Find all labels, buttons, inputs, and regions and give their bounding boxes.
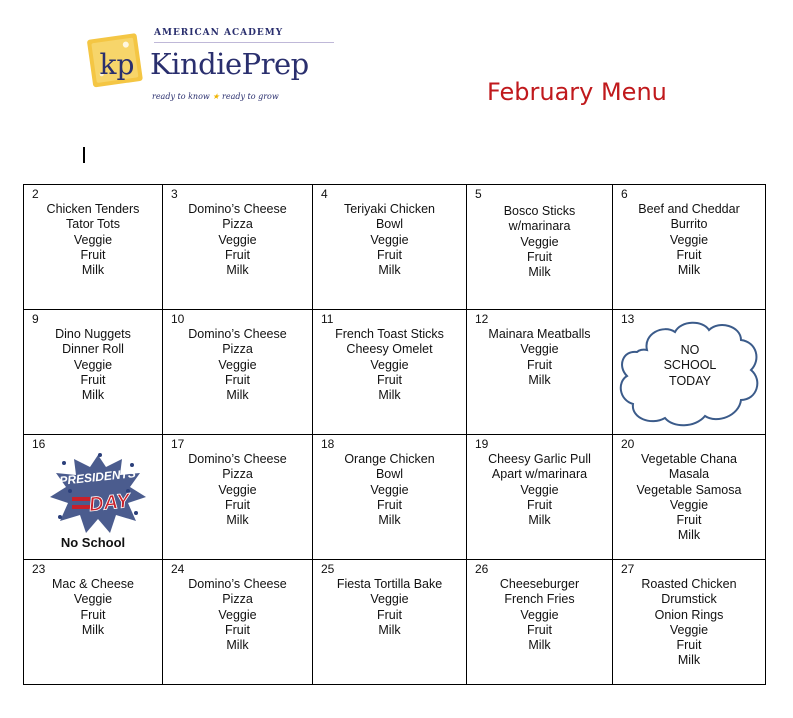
calendar-day-cell — [24, 310, 163, 435]
calendar-day-cell — [613, 185, 766, 310]
day-number: 25 — [321, 562, 335, 576]
slogan-right: ready to grow — [222, 92, 279, 101]
menu-item: Beef and Cheddar — [638, 202, 740, 216]
menu-items — [467, 327, 612, 388]
page-title: February Menu — [487, 78, 667, 106]
menu-item: Fruit — [527, 622, 552, 637]
menu-item: Mac & Cheese — [52, 577, 134, 591]
menu-item: Milk — [677, 653, 701, 668]
star-icon: ★ — [212, 92, 220, 101]
menu-item: Domino’s Cheese — [188, 202, 287, 216]
slogan-left: ready to know — [152, 92, 210, 101]
day-number: 5 — [475, 187, 482, 201]
menu-item: w/marinara — [508, 219, 571, 234]
menu-item: Veggie — [73, 357, 113, 372]
menu-item: Veggie — [370, 482, 409, 497]
menu-item: Milk — [81, 622, 105, 637]
brand-name: KindiePrep — [150, 47, 309, 81]
menu-item: Milk — [81, 263, 105, 278]
logo-initials: kp — [99, 48, 135, 81]
menu-item: Onion Rings — [654, 607, 724, 622]
banner-line: DAY — [87, 489, 131, 517]
menu-items — [467, 577, 612, 653]
banner-line: PRESIDENTS — [58, 466, 137, 488]
menu-item: Veggie — [218, 232, 257, 247]
presidents-day-graphic — [50, 451, 146, 535]
day-number: 9 — [32, 312, 39, 326]
menu-item: Veggie — [370, 232, 409, 247]
menu-item: Bowl — [375, 217, 404, 232]
calendar-week — [24, 310, 766, 435]
menu-items — [613, 202, 765, 278]
menu-item: Milk — [226, 263, 249, 278]
calendar-day-cell — [613, 560, 766, 685]
menu-item: Cheesy Garlic Pull — [488, 452, 591, 466]
day-number: 16 — [32, 437, 46, 451]
menu-item: Milk — [528, 372, 551, 387]
menu-item: Orange Chicken — [344, 452, 435, 466]
calendar-day-cell — [467, 435, 613, 560]
menu-item: Burrito — [670, 217, 708, 232]
day-number: 27 — [621, 562, 635, 576]
menu-item: Veggie — [520, 342, 559, 357]
menu-item: Apart w/marinara — [491, 467, 588, 482]
menu-item: Fruit — [527, 497, 552, 512]
menu-item: Milk — [528, 513, 551, 528]
menu-item: Fruit — [377, 497, 402, 512]
menu-items — [467, 204, 612, 280]
calendar-day-cell — [313, 435, 467, 560]
menu-items — [313, 202, 466, 278]
menu-item: Bowl — [375, 467, 404, 482]
text-cursor — [83, 147, 85, 163]
calendar-day-cell — [163, 435, 313, 560]
menu-item: Fruit — [377, 247, 402, 262]
menu-item: Drumstick — [661, 592, 717, 607]
menu-item: Veggie — [370, 357, 409, 372]
day-number: 17 — [171, 437, 185, 451]
calendar-day-cell — [467, 310, 613, 435]
menu-item: Bosco Sticks — [503, 204, 576, 218]
menu-item: Milk — [677, 528, 701, 543]
menu-calendar — [23, 184, 766, 685]
note-line: TODAY — [669, 373, 711, 388]
menu-item: Fruit — [80, 372, 106, 387]
menu-item: Domino’s Cheese — [188, 327, 287, 341]
menu-item: Roasted Chicken — [641, 577, 737, 591]
calendar-day-cell — [467, 185, 613, 310]
menu-item: Domino’s Cheese — [188, 577, 287, 591]
slogan — [152, 92, 279, 101]
day-number: 10 — [171, 312, 185, 326]
note-line: NO — [680, 343, 700, 357]
menu-item: Fruit — [225, 622, 250, 637]
calendar-day-cell — [613, 310, 766, 435]
menu-items — [613, 452, 765, 544]
menu-item: Veggie — [218, 357, 257, 372]
menu-item: Fruit — [676, 513, 702, 528]
day-number: 20 — [621, 437, 635, 451]
menu-item: Domino’s Cheese — [188, 452, 287, 466]
menu-item: Veggie — [520, 234, 559, 249]
day-number: 12 — [475, 312, 489, 326]
menu-item: Milk — [226, 638, 249, 653]
calendar-day-cell — [24, 560, 163, 685]
calendar-day-cell — [163, 560, 313, 685]
menu-item: Milk — [378, 513, 401, 528]
menu-item: Milk — [226, 513, 249, 528]
menu-item: Fruit — [80, 247, 106, 262]
academy-logo — [84, 22, 354, 108]
menu-item: Veggie — [370, 592, 409, 607]
menu-item: Dinner Roll — [62, 342, 124, 357]
calendar-day-cell — [24, 185, 163, 310]
day-number: 3 — [171, 187, 178, 201]
calendar-week — [24, 560, 766, 685]
calendar-day-cell — [24, 435, 163, 560]
calendar-day-cell — [313, 185, 467, 310]
menu-item: Vegetable Chana — [641, 452, 737, 466]
menu-item: Fruit — [377, 607, 402, 622]
menu-item: Fruit — [225, 247, 250, 262]
day-number: 11 — [321, 312, 334, 326]
calendar-week — [24, 185, 766, 310]
menu-items — [24, 202, 162, 278]
note-line: SCHOOL — [663, 358, 717, 373]
menu-items — [24, 327, 162, 403]
menu-item: Teriyaki Chicken — [343, 202, 435, 216]
menu-items — [313, 327, 466, 403]
day-number: 6 — [621, 187, 628, 201]
day-number: 18 — [321, 437, 335, 451]
menu-item: Veggie — [73, 232, 113, 247]
menu-items — [163, 452, 312, 528]
menu-item: Cheeseburger — [499, 577, 580, 591]
calendar-day-cell — [163, 310, 313, 435]
menu-item: Dino Nuggets — [55, 327, 131, 341]
menu-item: Fruit — [225, 497, 250, 512]
menu-item: Veggie — [669, 622, 709, 637]
menu-item: Milk — [378, 622, 401, 637]
calendar-week — [24, 435, 766, 560]
menu-item: Milk — [81, 388, 105, 403]
menu-item: Veggie — [520, 607, 559, 622]
menu-item: Milk — [677, 263, 701, 278]
menu-items — [467, 452, 612, 528]
menu-item: Fruit — [225, 372, 250, 387]
menu-item: French Toast Sticks — [335, 327, 444, 341]
menu-items — [313, 452, 466, 528]
menu-item: Fiesta Tortilla Bake — [336, 577, 443, 591]
menu-item: Milk — [378, 263, 401, 278]
logo-divider — [154, 42, 334, 43]
menu-items — [24, 577, 162, 638]
menu-item: Pizza — [222, 342, 253, 357]
menu-item: Pizza — [222, 217, 253, 232]
menu-item: Veggie — [669, 497, 709, 512]
menu-item: Mainara Meatballs — [488, 327, 591, 341]
menu-item: Fruit — [676, 638, 702, 653]
menu-item: Milk — [226, 388, 249, 403]
menu-items — [163, 577, 312, 653]
menu-item: Pizza — [222, 467, 253, 482]
calendar-day-cell — [613, 435, 766, 560]
menu-item: Veggie — [218, 482, 257, 497]
day-number: 13 — [621, 312, 635, 326]
menu-item: Fruit — [80, 607, 106, 622]
menu-item: Fruit — [527, 357, 552, 372]
menu-item: Veggie — [669, 232, 709, 247]
menu-item: Veggie — [218, 607, 257, 622]
no-school-label: No School — [60, 535, 126, 550]
menu-item: Fruit — [676, 247, 702, 262]
menu-items — [313, 577, 466, 638]
day-number: 23 — [32, 562, 46, 576]
calendar-day-cell — [467, 560, 613, 685]
menu-item: Milk — [528, 265, 551, 280]
menu-items — [163, 327, 312, 403]
kp-logo-icon — [84, 28, 150, 94]
day-number: 19 — [475, 437, 489, 451]
no-school-note — [617, 343, 763, 389]
day-number: 26 — [475, 562, 489, 576]
menu-item: Pizza — [222, 592, 253, 607]
org-tag: AMERICAN ACADEMY — [154, 28, 284, 38]
menu-item: Masala — [668, 467, 710, 482]
menu-item: Chicken Tenders — [46, 202, 140, 216]
menu-item: Tator Tots — [66, 217, 120, 232]
calendar-day-cell — [313, 310, 467, 435]
menu-item: Fruit — [527, 249, 552, 264]
calendar-day-cell — [163, 185, 313, 310]
calendar-day-cell — [313, 560, 467, 685]
menu-item: Fruit — [377, 372, 402, 387]
menu-item: Veggie — [520, 482, 559, 497]
menu-items — [613, 577, 765, 669]
menu-item: Veggie — [73, 592, 113, 607]
day-number: 24 — [171, 562, 185, 576]
menu-items — [163, 202, 312, 278]
menu-item: Milk — [378, 388, 401, 403]
menu-item: Cheesy Omelet — [346, 342, 433, 357]
menu-item: French Fries — [504, 592, 575, 607]
menu-item: Milk — [528, 638, 551, 653]
day-number: 4 — [321, 187, 328, 201]
menu-item: Vegetable Samosa — [636, 482, 742, 497]
day-number: 2 — [32, 187, 39, 201]
